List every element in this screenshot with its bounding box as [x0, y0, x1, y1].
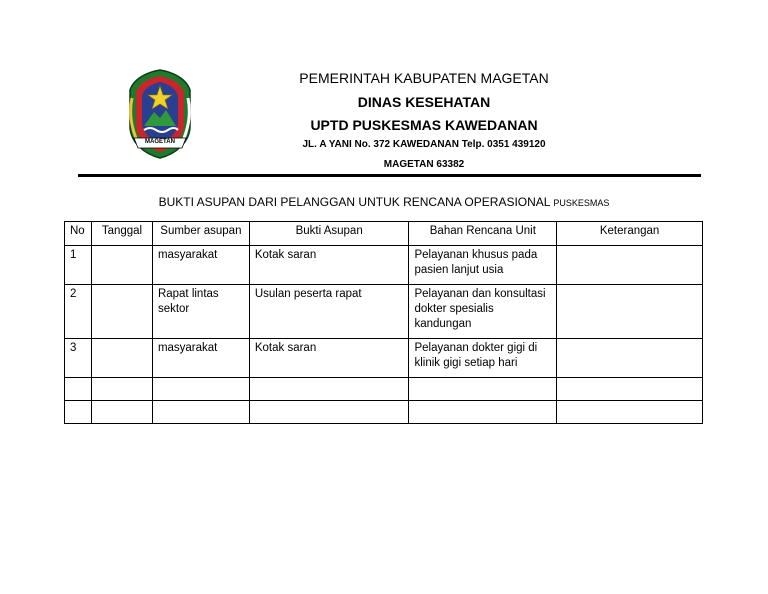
logo-ribbon-text: MAGETAN: [145, 139, 175, 145]
address-line: JL. A YANI No. 372 KAWEDANAN Telp. 0351 439120: [302, 139, 546, 150]
cell-bukti: Kotak saran: [249, 246, 409, 285]
input-evidence-table: [64, 221, 703, 424]
table-row: [65, 285, 703, 339]
cell-bahan: Pelayanan khusus pada pasien lanjut usia: [409, 246, 557, 285]
letterhead-divider: [78, 174, 701, 177]
cell-sumber: Rapat lintas sektor: [152, 285, 249, 339]
cell-sumber: [152, 378, 249, 401]
document-title: [0, 195, 768, 209]
document-title-main: BUKTI ASUPAN DARI PELANGGAN UNTUK RENCANA OPERASIONAL: [158, 195, 554, 209]
header-tanggal: Tanggal: [91, 222, 152, 246]
cell-sumber: [152, 401, 249, 424]
cell-tanggal: [91, 285, 152, 339]
table-row: [65, 378, 703, 401]
cell-keterangan: [557, 401, 703, 424]
cell-keterangan: [557, 246, 703, 285]
cell-bahan: Pelayanan dan konsultasi dokter spesialis kandungan: [409, 285, 557, 339]
cell-bahan: [409, 378, 557, 401]
cell-keterangan: [557, 339, 703, 378]
header-keterangan: Keterangan: [557, 222, 703, 246]
cell-tanggal: [91, 401, 152, 424]
cell-no: 3: [65, 339, 92, 378]
cell-bukti: Usulan peserta rapat: [249, 285, 409, 339]
agency-name: DINAS KESEHATAN: [357, 94, 491, 110]
cell-keterangan: [557, 378, 703, 401]
cell-bahan: [409, 401, 557, 424]
header-bukti-asupan: Bukti Asupan: [249, 222, 409, 246]
table-header-row: [65, 222, 703, 246]
unit-name: UPTD PUSKESMAS KAWEDANAN: [310, 117, 538, 133]
cell-no: 2: [65, 285, 92, 339]
cell-bukti: [249, 401, 409, 424]
city-postal-line: MAGETAN 63382: [383, 159, 465, 170]
header-sumber-asupan: Sumber asupan: [152, 222, 249, 246]
header-no: No: [65, 222, 92, 246]
cell-bukti: [249, 378, 409, 401]
cell-sumber: masyarakat: [152, 339, 249, 378]
cell-tanggal: [91, 378, 152, 401]
cell-tanggal: [91, 339, 152, 378]
cell-tanggal: [91, 246, 152, 285]
cell-keterangan: [557, 285, 703, 339]
cell-no: [65, 378, 92, 401]
cell-bahan: Pelayanan dokter gigi di klinik gigi setiap hari: [409, 339, 557, 378]
document-title-small: PUSKESMAS: [553, 198, 610, 208]
table-row: [65, 339, 703, 378]
government-name: PEMERINTAH KABUPATEN MAGETAN: [299, 70, 549, 86]
cell-no: 1: [65, 246, 92, 285]
header-bahan-rencana-unit: Bahan Rencana Unit: [409, 222, 557, 246]
table-row: [65, 246, 703, 285]
table-row: [65, 401, 703, 424]
cell-no: [65, 401, 92, 424]
cell-sumber: masyarakat: [152, 246, 249, 285]
cell-bukti: Kotak saran: [249, 339, 409, 378]
